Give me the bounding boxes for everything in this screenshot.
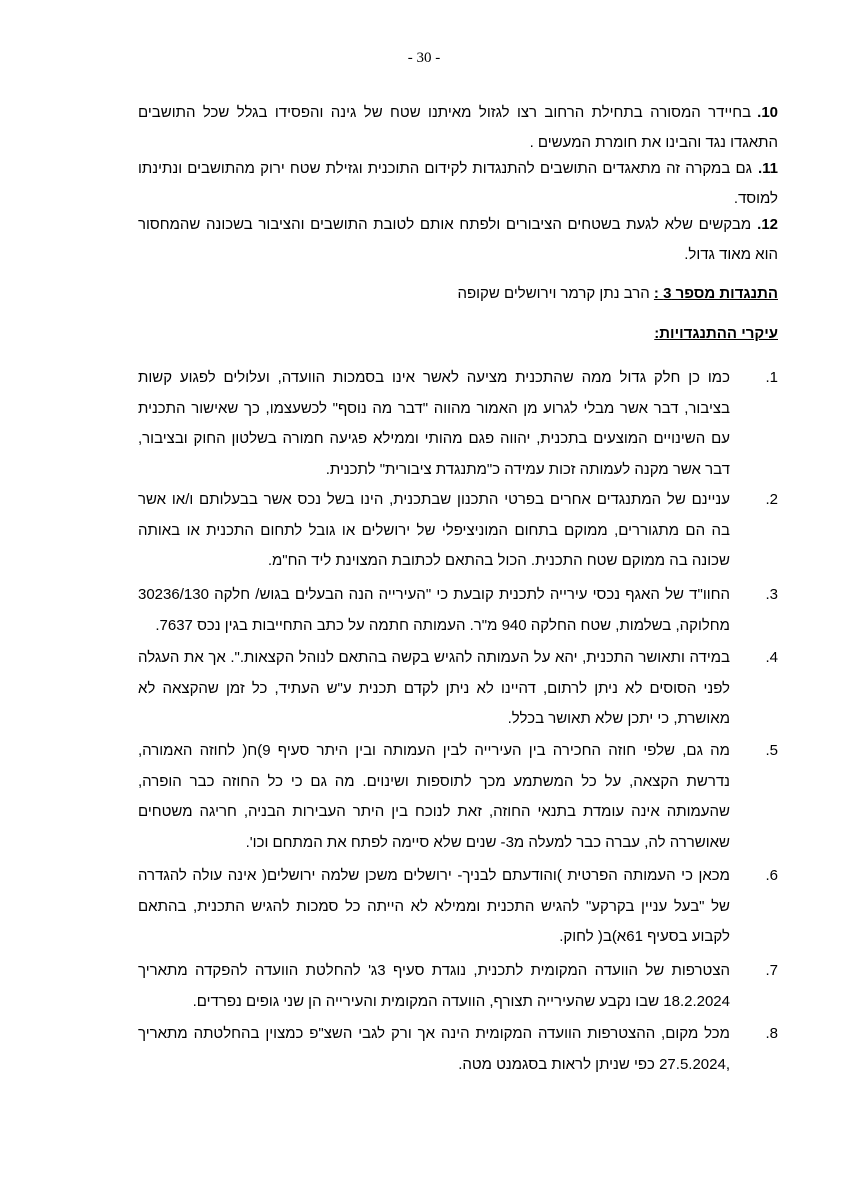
page-number: - 30 - (407, 50, 441, 66)
item-number: 5. (765, 742, 778, 759)
item-text: הצטרפות של הוועדה המקומית לתכנית, נוגדת סעיף 3ג' להחלטת הוועדה להפקדה מתאריך 18.2.2024 שבו נקבע שהעירייה תצורף, הוועדה המקומית והעירייה הן שני גופים נפרדים. (138, 962, 730, 1010)
item-number: 2. (765, 491, 778, 508)
item-number: 7. (765, 962, 778, 979)
item-number: 10. (757, 104, 778, 121)
item-number: 6. (765, 867, 778, 884)
item-text: כמו כן חלק גדול ממה שהתכנית מציעה לאשר אינו בסמכות הוועדה, ועלולים לפגוע קשות בציבור, דבר אשר מבלי לגרוע מן האמור מהווה "דבר מה נוסף" לכשעצמו, כך שאישור התכנית עם השינויים המוצעים בתכנית, יהווה פגם מהותי וממילא פגיעה חמורה בשלטון החוק ובציבור, דבר אשר מקנה לעמותה זכות עמידה כ"מתנגדת ציבורית" לתכנית. (138, 369, 730, 478)
list-item (138, 956, 778, 1018)
list-item (138, 643, 778, 735)
item-text: החוו"ד של האגף נכסי עירייה לתכנית קובעת כי "העירייה הנה הבעלים בגוש/ חלקה 30236/130 מחלוקה, בשלמות, שטח החלקה 940 מ"ר. העמותה חתמה על כתב התחייבות בגין נכס 7637. (138, 586, 730, 634)
item-text: מכאן כי העמותה הפרטית )והודעתם לבניך- ירושלים משכן שלמה ירושלים( אינה עולה להגדרה של "בעל עניין בקרקע" להגיש התכנית וממילא לא הייתה כל סמכות להגיש התכנית, בהתאם לקבוע בסעיף 61א)ב( לחוק. (138, 867, 730, 945)
item-number: 8. (765, 1025, 778, 1042)
item-number: 3. (765, 586, 778, 603)
item-number: 1. (765, 369, 778, 386)
objection-heading (138, 282, 778, 306)
item-text: בחיידר המסורה בתחילת הרחוב רצו לגזול מאיתנו שטח של גינה והפסידו בגלל שכל התושבים התאגדו נגד והבינו את חומרת המעשים . (138, 104, 778, 151)
item-text: מכל מקום, ההצטרפות הוועדה המקומית הינה אך ורק לגבי השצ"פ כמצוין בהחלטתה מתאריך ,27.5.2024 כפי שניתן לראות בסגמנט מטה. (138, 1025, 730, 1073)
item-text: גם במקרה זה מתאגדים התושבים להתנגדות לקידום התוכנית וגזילת שטח ירוק מהתושבים ונתינתו למוסד. (138, 160, 778, 207)
list-item (138, 154, 778, 214)
main-points-heading: עיקרי ההתנגדויות: (654, 325, 778, 342)
item-text: עניינם של המתנגדים אחרים בפרטי התכנון שבתכנית, הינו בשל נכס אשר בבעלותם ו/או אשר בה הם מתגוררים, ממוקם בתחום המוניציפלי של ירושלים או גובל לתחום התכנית או באותה שכונה בה ממוקם שטח התכנית. הכול בהתאם לכתובת המצוינת ליד הח"מ. (138, 491, 730, 569)
item-text: מבקשים שלא לגעת בשטחים הציבורים ולפתח אותם לטובת התושבים והציבור בשכונה שהמחסור הוא מאוד גדול. (138, 216, 778, 263)
item-number: 12. (757, 216, 778, 233)
list-item (138, 485, 778, 577)
item-number: 4. (765, 649, 778, 666)
item-text: במידה ותאושר התכנית, יהא על העמותה להגיש בקשה בהתאם לנוהל הקצאות.". אך את העגלה לפני הסוסים לא ניתן לרתום, דהיינו לא ניתן לקדם תכנית ע"ש העתיד, כל זמן שהקצאה לא מאושרת, כי יתכן שלא תאושר בכלל. (138, 649, 730, 727)
objection-heading-text: הרב נתן קרמר וירושלים שקופה (457, 285, 654, 302)
objection-heading-label: התנגדות מספר 3 : (653, 285, 778, 302)
item-text: מה גם, שלפי חוזה החכירה בין העירייה לבין העמותה ובין היתר סעיף 9)ח( לחוזה האמורה, נדרשת הקצאה, על כל המשתמע מכך לתוספות ושינוים. מה גם כי כל החוזה כבר הופרה, שהעמותה אינה עומדת בתנאי החוזה, זאת לנוכח בין היתר העבירות הבניה, חריגה משטחים שאושררה לה, עברה כבר למעלה מ3- שנים שלא סיימה לפתח את המתחם וכו'. (138, 742, 730, 851)
item-number: 11. (757, 160, 778, 177)
list-item (138, 98, 778, 158)
list-item (138, 210, 778, 270)
list-item (138, 861, 778, 953)
list-item (138, 736, 778, 858)
list-item (138, 580, 778, 642)
list-item (138, 1019, 778, 1081)
list-item (138, 363, 778, 485)
